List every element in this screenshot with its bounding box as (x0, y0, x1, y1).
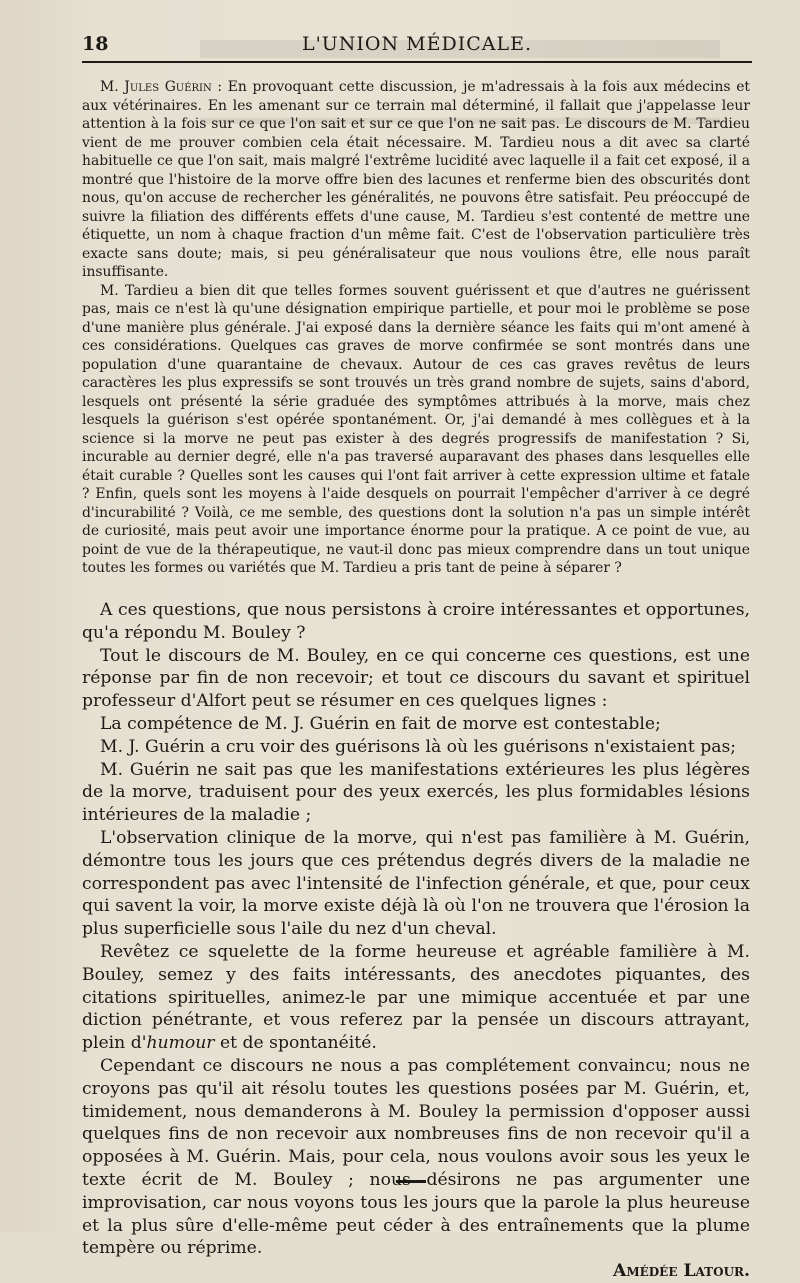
paragraph: A ces questions, que nous persistons à croire intéressantes et opportunes, qu'a répondu M. Bouley ? (82, 600, 750, 643)
paragraph: Cependant ce discours ne nous a pas complétement convaincu; nous ne croyons pas qu'il ait résolu toutes les questions posées par M. Guérin, et, timidement, nous demanderons à M. Bouley la permission d'opposer aussi quelques fins de non recevoir aux nombreuses fins de non recevoir qu'il a opposées à M. Guérin. Mais, pour cela, nous voulons avoir sous les yeux le texte écrit de M. Bouley ; nous désirons ne pas argumenter une improvisation, car nous voyons tous les jours que la parole la plus heureuse et la plus sûre d'elle-même peut céder à des entraînements que la plume tempère ou réprime. (82, 1055, 750, 1259)
paragraph: M. J. Guérin a cru voir des guérisons là où les guérisons n'existaient pas; (100, 736, 737, 757)
page-number: 18 (82, 33, 109, 55)
paragraph: M. Guérin ne sait pas que les manifestations extérieures les plus légères de la morve, traduisent pour des yeux exercés, les plus formidables lésions intérieures de la maladie ; (82, 759, 750, 826)
author-signature (82, 1260, 750, 1283)
paragraph: L'observation clinique de la morve, qui n'est pas familière à M. Guérin, démontre tous les jours que ces prétendus degrés divers de la maladie ne correspondent pas avec l'intensité de l'infection générale, et que, pour ceux qui savent la voir, la morve existe déjà là où l'on ne trouvera que l'érosion la plus superficielle sous l'aile du nez d'un cheval. (82, 827, 750, 940)
paragraph-text: et de spontanéité. (214, 1033, 377, 1054)
paragraph: La compétence de M. J. Guérin en fait de morve est contestable; (100, 713, 661, 734)
small-type-section (82, 78, 750, 578)
closing-rule (396, 1180, 426, 1183)
paragraph-text: En provoquant cette discussion, je m'adressais à la fois aux médecins et aux vétérinaires. En les amenant sur ce terrain mal déterminé, il fallait que j'appelasse leur attention à la fois sur ce que l'on sait et sur ce que l'on ne sait pas. Le discours de M. Tardieu vient de me prouver combien cela était nécessaire. M. Tardieu nous a dit avec sa clarté habituelle ce que l'on sait, mais malgré l'extrême lucidité avec laquelle il a fait cet exposé, il a montré que l'histoire de la morve offre bien des lacunes et renferme bien des obscurités dont nous, qu'on accuse de rechercher les généralités, ne pouvons être satisfait. Peu préoccupé de suivre la filiation des différents effets d'une cause, M. Tardieu s'est contenté de mettre une étiquette, un nom à chaque fraction d'un même fait. C'est de l'observation particulière très exacte sans doute; mais, si peu généralisateur que nous voulions être, elle nous paraît insuffisante. (82, 79, 750, 280)
paragraph (82, 78, 750, 282)
signature-text: Amédée Latour. (613, 1261, 750, 1282)
speaker-name: M. Jules Guérin : (100, 79, 223, 95)
page-header (82, 33, 752, 63)
running-title: L'UNION MÉDICALE. (301, 33, 533, 55)
paragraph-text: Revêtez ce squelette de la forme heureuse et agréable familière à M. Bouley, semez y des faits intéressants, des anecdotes piquantes, des citations spirituelles, animez-le par une mimique accentuée et par une diction pénétrante, et vous referez par la pensée un discours attrayant, plein d' (82, 941, 750, 1054)
italic-term: humour (146, 1033, 215, 1054)
paragraph: Tout le discours de M. Bouley, en ce qui concerne ces questions, est une réponse par fin de non recevoir; et tout ce discours du savant et spirituel professeur d'Alfort peut se résumer en ces quelques lignes : (82, 645, 750, 712)
paragraph (82, 941, 750, 1055)
paragraph: M. Tardieu a bien dit que telles formes souvent guérissent et que d'autres ne guérissent pas, mais ce n'est là qu'une désignation empirique partielle, et pour moi le problème se pose d'une manière plus générale. J'ai exposé dans la dernière séance les faits qui m'ont amené à ces considérations. Quelques cas graves de morve confirmée se sont montrés dans une population d'une quarantaine de chevaux. Autour de ces cas graves revêtus de leurs caractères les plus expressifs se sont trouvés un très grand nombre de sujets, sains d'abord, lesquels ont présenté la série graduée des symptômes attribués à la morve, mais chez lesquels la guérison s'est opérée spontanément. Or, j'ai demandé à mes collègues et à la science si la morve ne peut pas exister à des degrés progressifs de manifestation ? Si, incurable au dernier degré, elle n'a pas traversé auparavant des phases dans lesquelles elle était curable ? Quelles sont les causes qui l'ont fait arriver à cette expression ultime et fatale ? Enfin, quels sont les moyens à l'aide desquels on pourrait l'empêcher d'arriver à ce degré d'incurabilité ? Voilà, ce me semble, des questions dont la solution n'a pas un simple intérêt de curiosité, mais peut avoir une importance énorme pour la pratique. A ce point de vue, au point de vue de la thérapeutique, ne vaut-il donc pas mieux comprendre dans un tout unique toutes les formes ou variétés que M. Tardieu a pris tant de peine à séparer ? (82, 282, 750, 576)
